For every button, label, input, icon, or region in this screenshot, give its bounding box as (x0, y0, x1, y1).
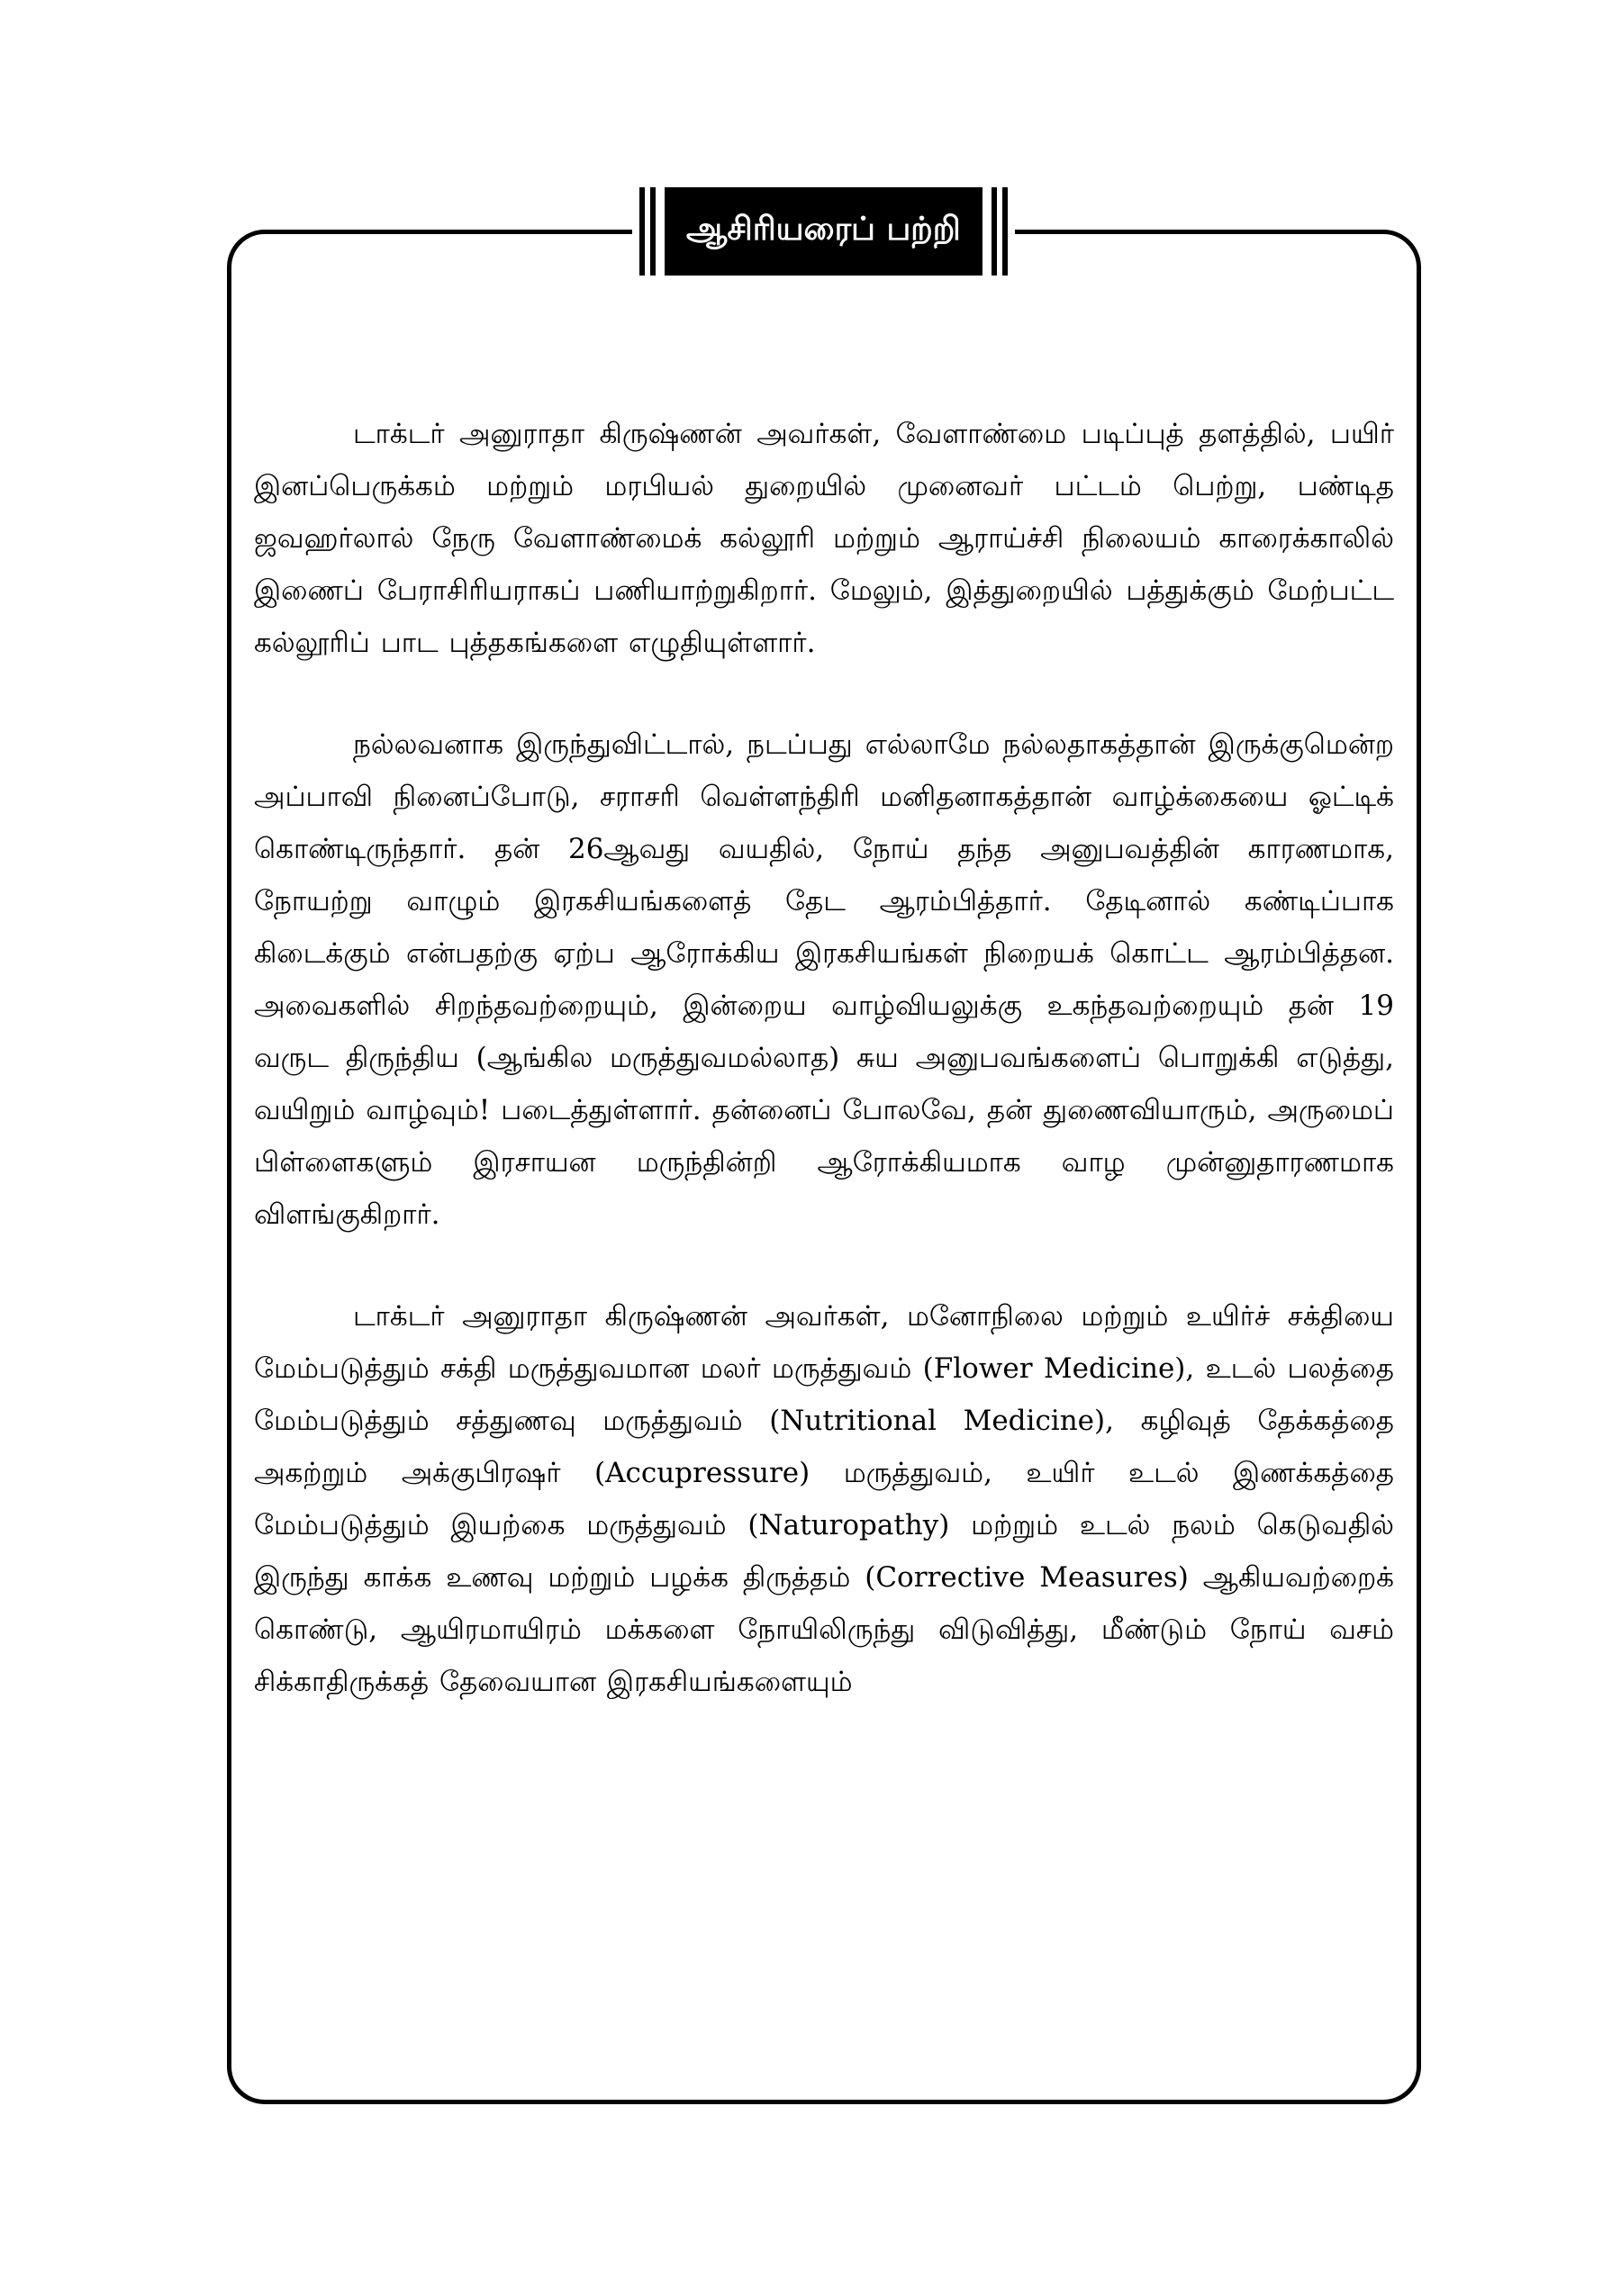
paragraph-1: டாக்டர் அனுராதா கிருஷ்ணன் அவர்கள், வேளாண்மை படிப்புத் தளத்தில், பயிர் இனப்பெருக்கம் மற்றும் மரபியல் துறையில் முனைவர் பட்டம் பெற்று, பண்டித ஜவஹர்லால் நேரு வேளாண்மைக் கல்லூரி மற்றும் ஆராய்ச்சி நிலையம் காரைக்காலில் இணைப் பேராசிரியராகப் பணியாற்றுகிறார். மேலும், இத்துறையில் பத்துக்கும் மேற்பட்ட கல்லூரிப் பாட புத்தகங்களை எழுதியுள்ளார். (254, 418, 1394, 659)
section-title: ஆசிரியரைப் பற்றி (665, 187, 983, 276)
section-header (632, 187, 1015, 276)
paragraph-2: நல்லவனாக இருந்துவிட்டால், நடப்பது எல்லாமே நல்லதாகத்தான் இருக்குமென்ற அப்பாவி நினைப்போடு, சராசரி வெள்ளந்திரி மனிதனாகத்தான் வாழ்க்கையை ஓட்டிக் கொண்டிருந்தார். தன் 26ஆவது வயதில், நோய் தந்த அனுபவத்தின் காரணமாக, நோயற்று வாழும் இரகசியங்களைத் தேட ஆரம்பித்தார். தேடினால் கண்டிப்பாக கிடைக்கும் என்பதற்கு ஏற்ப ஆரோக்கிய இரகசியங்கள் நிறையக் கொட்ட ஆரம்பித்தன. அவைகளில் சிறந்தவற்றையும், இன்றைய வாழ்வியலுக்கு உகந்தவற்றையும் தன் 19 வருட திருந்திய (ஆங்கில மருத்துவமல்லாத) சுய அனுபவங்களைப் பொறுக்கி எடுத்து, வயிறும் வாழ்வும்! படைத்துள்ளார். தன்னைப் போலவே, தன் துணைவியாரும், அருமைப் பிள்ளைகளும் இரசாயன மருந்தின்றி ஆரோக்கியமாக வாழ முன்னுதாரணமாக விளங்குகிறார். (254, 728, 1394, 1231)
header-bar-left-inner (650, 187, 656, 276)
body-text (254, 408, 1394, 1758)
header-bar-left-outer (639, 187, 645, 276)
header-bar-right-outer (1002, 187, 1008, 276)
paragraph-3: டாக்டர் அனுராதா கிருஷ்ணன் அவர்கள், மனோநிலை மற்றும் உயிர்ச் சக்தியை மேம்படுத்தும் சக்தி மருத்துவமான மலர் மருத்துவம் (Flower Medicine), உடல் பலத்தை மேம்படுத்தும் சத்துணவு மருத்துவம் (Nutritional Medicine), கழிவுத் தேக்கத்தை அகற்றும் அக்குபிரஷர் (Accupressure) மருத்துவம், உயிர் உடல் இணக்கத்தை மேம்படுத்தும் இயற்கை மருத்துவம் (Naturopathy) மற்றும் உடல் நலம் கெடுவதில் இருந்து காக்க உணவு மற்றும் பழக்க திருத்தம் (Corrective Measures) ஆகியவற்றைக் கொண்டு, ஆயிரமாயிரம் மக்களை நோயிலிருந்து விடுவித்து, மீண்டும் நோய் வசம் சிக்காதிருக்கத் தேவையான இரகசியங்களையும் (254, 1300, 1394, 1698)
header-bar-right-inner (992, 187, 997, 276)
